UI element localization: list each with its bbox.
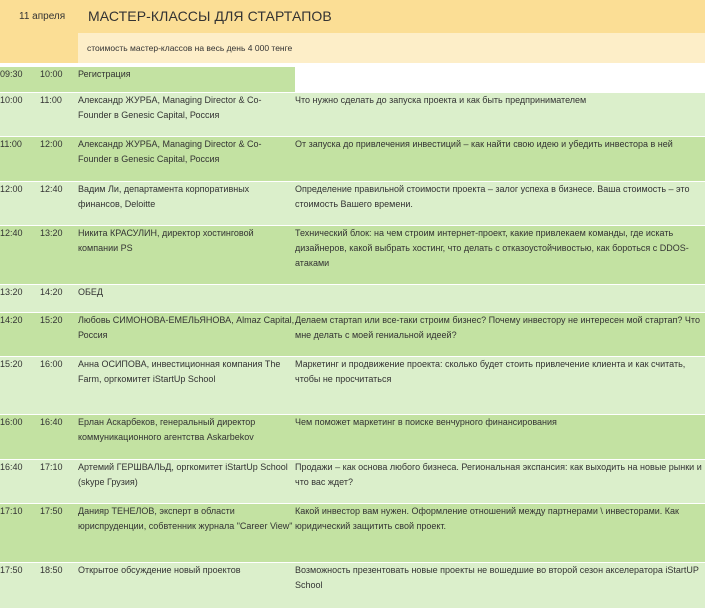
end-time: 12:40 [40, 181, 78, 225]
end-time: 18:50 [40, 562, 78, 608]
schedule-row [0, 67, 705, 92]
speaker: Александр ЖУРБА, Managing Director & Co-Founder в Genesic Capital, Россия [78, 136, 295, 181]
topic [295, 284, 705, 312]
topic: Делаем стартап или все-таки строим бизнес? Почему инвестору не интересен мой стартап? Что мне делать с моей гениальной идеей? [295, 312, 705, 356]
start-time: 09:30 [0, 67, 40, 92]
speaker: Вадим Ли, департамента корпоративных финансов, Deloitte [78, 181, 295, 225]
schedule-row [0, 562, 705, 608]
topic: Возможность презентовать новые проекты не вошедшие во второй сезон акселератора iStartUP School [295, 562, 705, 608]
speaker: Регистрация [78, 67, 295, 92]
topic: Какой инвестор вам нужен. Оформление отношений между партнерами \ инвесторами. Как юридический защитить свой проект. [295, 503, 705, 562]
end-time: 16:00 [40, 356, 78, 414]
schedule-row [0, 414, 705, 459]
start-time: 14:20 [0, 312, 40, 356]
topic: Технический блок: на чем строим интернет-проект, какие привлекаем команды, где искать дизайнеров, какой выбрать хостинг, что делать с отказоустойчивостью, как бороться с DDOS-атаками [295, 225, 705, 284]
schedule-date: 11 апреля [0, 0, 78, 33]
end-time: 14:20 [40, 284, 78, 312]
start-time: 10:00 [0, 92, 40, 136]
topic: Продажи – как основа любого бизнеса. Региональная экспансия: как выходить на новые рынки и что вас ждет? [295, 459, 705, 503]
schedule-row [0, 459, 705, 503]
start-time: 17:50 [0, 562, 40, 608]
start-time: 11:00 [0, 136, 40, 181]
end-time: 17:10 [40, 459, 78, 503]
topic: Определение правильной стоимости проекта – залог успеха в бизнесе. Ваша стоимость – это стоимость Вашего времени. [295, 181, 705, 225]
speaker: ОБЕД [78, 284, 295, 312]
speaker: Артемий ГЕРШВАЛЬД, оргкомитет iStartUp School (skype Грузия) [78, 459, 295, 503]
end-time: 15:20 [40, 312, 78, 356]
topic: От запуска до привлечения инвестиций – как найти свою идею и убедить инвестора в ней [295, 136, 705, 181]
schedule-row [0, 312, 705, 356]
schedule-row [0, 225, 705, 284]
topic [295, 67, 705, 92]
schedule-row [0, 284, 705, 312]
topic: Что нужно сделать до запуска проекта и как быть предпринимателем [295, 92, 705, 136]
schedule-row [0, 136, 705, 181]
end-time: 10:00 [40, 67, 78, 92]
page-title: МАСТЕР-КЛАССЫ ДЛЯ СТАРТАПОВ [78, 0, 705, 33]
speaker: Александр ЖУРБА, Managing Director & Co-Founder в Genesic Capital, Россия [78, 92, 295, 136]
end-time: 13:20 [40, 225, 78, 284]
end-time: 11:00 [40, 92, 78, 136]
start-time: 13:20 [0, 284, 40, 312]
schedule-row [0, 503, 705, 562]
end-time: 16:40 [40, 414, 78, 459]
speaker: Ерлан Аскарбеков, генеральный директор коммуникационного агентства Askarbekov [78, 414, 295, 459]
topic: Маркетинг и продвижение проекта: сколько будет стоить привлечение клиента и как считать, чтобы не просчитаться [295, 356, 705, 414]
schedule-row [0, 181, 705, 225]
schedule-header [0, 0, 705, 33]
end-time: 17:50 [40, 503, 78, 562]
start-time: 12:40 [0, 225, 40, 284]
speaker: Открытое обсуждение новый проектов [78, 562, 295, 608]
speaker: Данияр ТЕНЕЛОВ, эксперт в области юриспруденции, собвтенник журнала "Career View" [78, 503, 295, 562]
topic: Чем поможет маркетинг в поиске венчурного финансирования [295, 414, 705, 459]
start-time: 12:00 [0, 181, 40, 225]
start-time: 16:00 [0, 414, 40, 459]
speaker: Анна ОСИПОВА, инвестиционная компания The Farm, оргкомитет iStartUp School [78, 356, 295, 414]
schedule-row [0, 92, 705, 136]
schedule-row [0, 356, 705, 414]
start-time: 17:10 [0, 503, 40, 562]
start-time: 15:20 [0, 356, 40, 414]
cost-note: стоимость мастер-классов на весь день 4 000 тенге [78, 33, 705, 63]
cost-row [0, 33, 705, 63]
speaker: Никита КРАСУЛИН, директор хостинговой компании PS [78, 225, 295, 284]
speaker: Любовь СИМОНОВА-ЕМЕЛЬЯНОВА, Almaz Capital, Россия [78, 312, 295, 356]
start-time: 16:40 [0, 459, 40, 503]
end-time: 12:00 [40, 136, 78, 181]
